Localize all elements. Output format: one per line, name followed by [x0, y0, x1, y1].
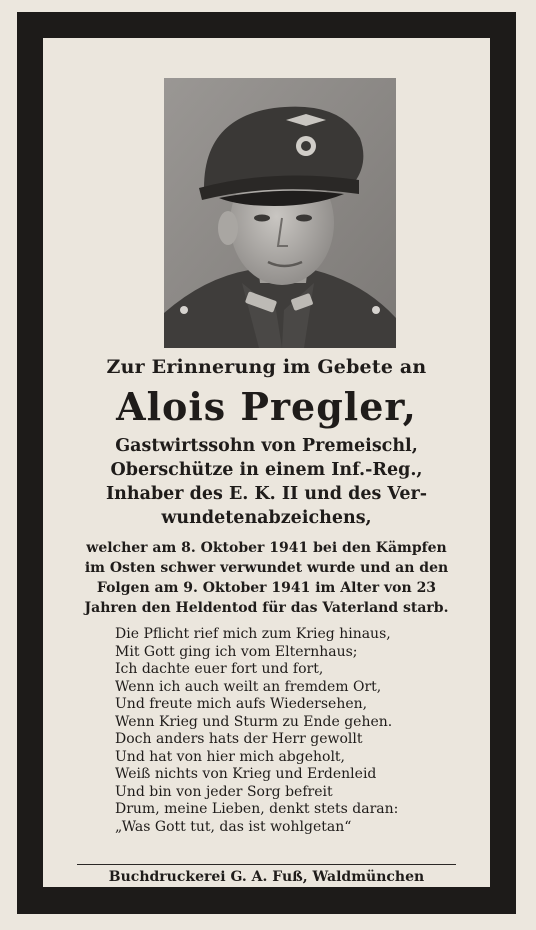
poem-line: Die Pflicht rief mich zum Krieg hinaus,	[115, 626, 391, 642]
poem-line: Drum, meine Lieben, denkt stets daran:	[115, 801, 399, 817]
biography-line: im Osten schwer verwundet wurde und an den	[84, 560, 449, 576]
poem-line: Wenn ich auch weilt an fremdem Ort,	[115, 678, 382, 695]
card-content-area	[43, 38, 490, 887]
intro-line: Zur Erinnerung im Gebete an	[106, 356, 427, 378]
description-line: Oberschütze in einem Inf.-Reg.,	[110, 460, 423, 480]
black-border-frame	[17, 12, 516, 914]
biography-line: Jahren den Heldentod für das Vaterland starb.	[84, 600, 449, 616]
description-block	[43, 434, 490, 530]
poem-line: Und hat von hier mich abgeholt,	[115, 748, 346, 765]
poem-line: Und freute mich aufs Wiedersehen,	[115, 696, 368, 712]
description-line: Gastwirtssohn von Premeischl,	[115, 436, 418, 456]
biography-line: welcher am 8. Oktober 1941 bei den Kämpfen	[86, 540, 447, 556]
biography-line: Folgen am 9. Oktober 1941 im Alter von 23	[96, 580, 437, 596]
biography-block	[43, 538, 490, 618]
description-line: wundetenabzeichens,	[161, 508, 372, 528]
poem-block	[115, 626, 398, 836]
soldier-portrait-photo	[164, 78, 396, 348]
description-line: Inhaber des E. K. II und des Ver-	[105, 484, 428, 504]
poem-line: Mit Gott ging ich vom Elternhaus;	[115, 643, 358, 660]
poem-line: „Was Gott tut, das ist wohlgetan“	[115, 818, 352, 835]
poem-line: Doch anders hats der Herr gewollt	[115, 731, 363, 747]
portrait-illustration	[164, 78, 396, 348]
divider-line	[77, 864, 456, 865]
printer-imprint: Buchdruckerei G. A. Fuß, Waldmünchen	[108, 869, 425, 885]
poem-line: Ich dachte euer fort und fort,	[115, 661, 324, 677]
poem-line: Und bin von jeder Sorg befreit	[115, 783, 333, 800]
poem-line: Wenn Krieg und Sturm zu Ende gehen.	[115, 713, 393, 730]
poem-line: Weiß nichts von Krieg und Erdenleid	[115, 766, 377, 782]
deceased-name: Alois Pregler,	[116, 384, 417, 429]
